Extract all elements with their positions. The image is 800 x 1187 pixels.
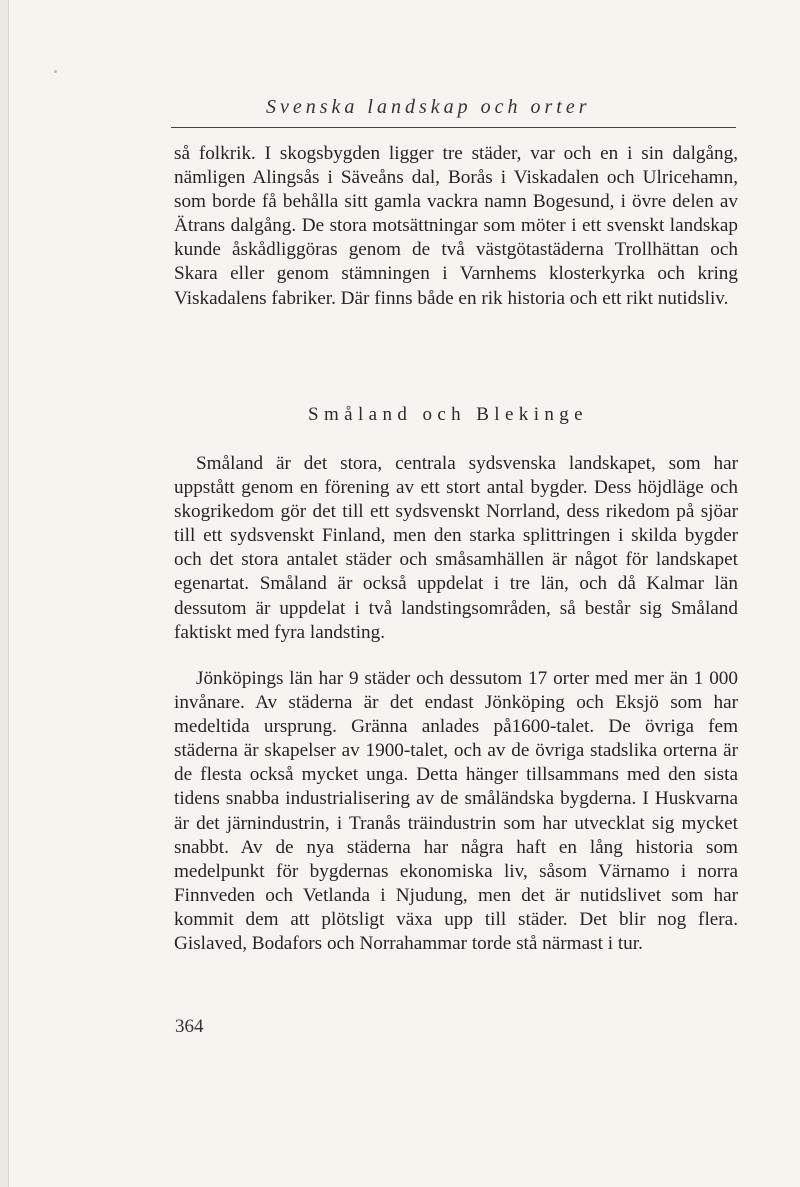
running-header: Svenska landskap och orter	[266, 96, 591, 118]
paragraph-intro: så folkrik. I skogsbygden ligger tre städer, var och en i sin dalgång, nämligen Alingsås i Säveåns dal, Borås i Viskadalen och Ulricehamn, som borde få behålla sitt gamla vackra namn Bogesund, i övre delen av Ätrans dalgång. De stora motsättningar som möter i ett svenskt landskap kunde åskådliggöras genom de två västgötastäderna Trollhättan och Skara eller genom stämningen i Varnhems klosterkyrka och kring Viskadalens fabriker. Där finns både en rik historia och ett rikt nutidsliv.	[174, 143, 738, 309]
book-page	[8, 0, 800, 1187]
paragraph-jonkoping: Jönköpings län har 9 städer och dessutom 17 orter med mer än 1 000 invånare. Av städerna är det endast Jönköping och Eksjö som har medeltida ursprung. Gränna anlades på1600-talet. De övriga fem städerna är skapelser av 1900-talet, och av de övriga stadslika orterna är de flesta också mycket unga. Detta hänger tillsammans med den sista tidens snabba industrialisering av de småländska bygderna. I Huskvarna är det järnindustrin, i Tranås träindustrin som har utvecklat sig mycket snabbt. Av de nya städerna har några haft en lång historia som medelpunkt för bygdernas ekonomiska liv, såsom Värnamo i norra Finnveden och Vetlanda i Njudung, men det är nutidslivet som har kommit dem att plötsligt växa upp till städer. Det blir nog flera. Gislaved, Bodafors och Norrahammar torde stå närmast i tur.	[174, 668, 738, 955]
paragraph-smaland: Småland är det stora, centrala sydsvenska landskapet, som har uppstått genom en förening av ett stort antal bygder. Dess höjdläge och skogrikedom gör det till ett sydsvenskt Norrland, dess rikedom på sjöar till ett sydsvenskt Finland, men den starka splittringen i skilda bygder och det stora antalet städer och småsamhällen är något för landskapet egenartat. Småland är också uppdelat i tre län, och då Kalmar län dessutom är uppdelat i två landstingsområden, så består sig Småland faktiskt med fyra landsting.	[174, 453, 738, 643]
paper-speck	[54, 70, 57, 73]
page-number: 364	[175, 1016, 204, 1037]
header-rule	[171, 127, 736, 128]
section-heading: Småland och Blekinge	[308, 404, 589, 425]
